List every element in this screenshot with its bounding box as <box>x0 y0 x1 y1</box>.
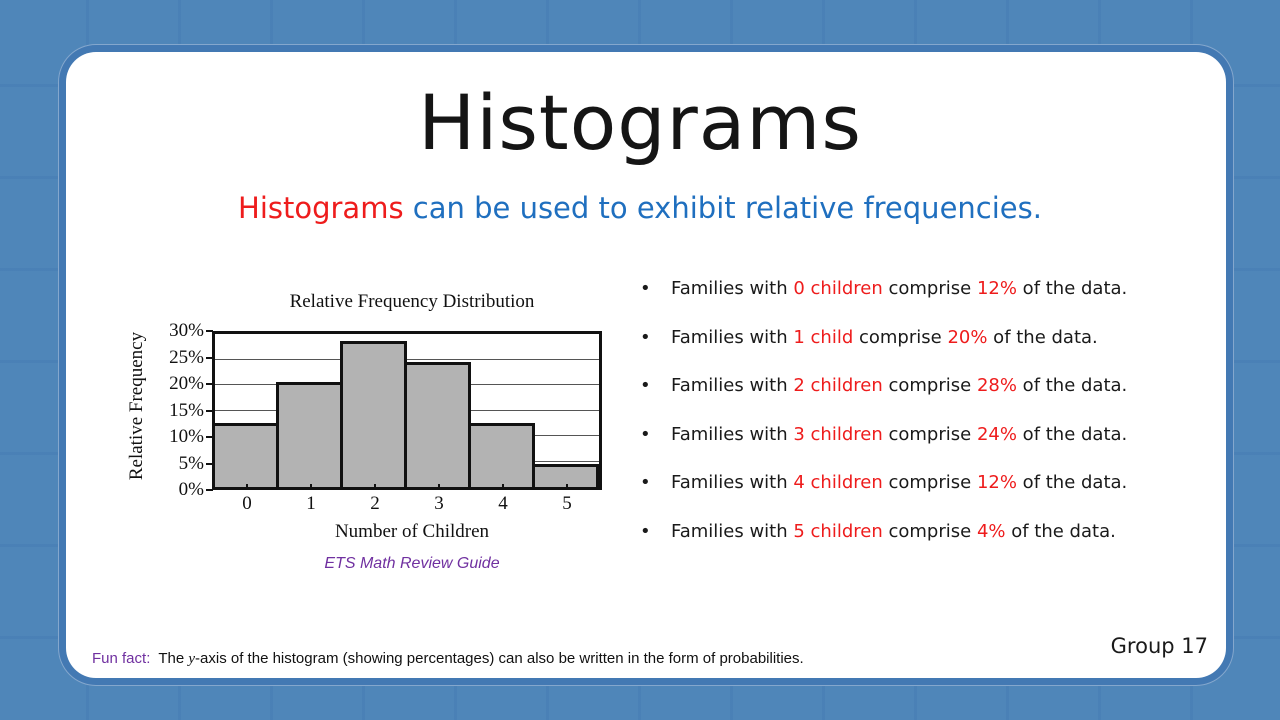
finding-item <box>640 519 1240 568</box>
finding-item <box>640 373 1240 422</box>
finding-text: Families with <box>671 326 794 348</box>
x-tick <box>502 484 504 490</box>
x-tick <box>566 484 568 490</box>
y-axis-label: Relative Frequency <box>126 331 147 481</box>
finding-text: Families with <box>671 375 794 396</box>
fun-fact-label: Fun fact: <box>92 650 151 667</box>
finding-value: 28% <box>976 375 1017 396</box>
fun-fact-text-post: -axis of the histogram (showing percentages) can also be written in the form of probabilities. <box>195 650 804 667</box>
finding-text: of the data. <box>1016 472 1128 493</box>
y-tick-label: 20% <box>169 373 204 394</box>
histogram-bar <box>212 423 279 490</box>
slide-title: Histograms <box>418 78 862 167</box>
x-tick-label: 4 <box>498 493 508 514</box>
x-tick <box>438 484 440 490</box>
histogram-bar <box>276 382 343 490</box>
finding-text: of the data. <box>1016 278 1128 299</box>
x-tick <box>246 484 248 490</box>
histogram-bar <box>404 362 471 490</box>
finding-text: comprise <box>853 326 948 348</box>
finding-text: of the data. <box>1016 423 1128 445</box>
finding-text: Families with <box>671 278 794 299</box>
chart-title: Relative Frequency Distribution <box>289 291 535 312</box>
bullet-icon: • <box>640 326 651 348</box>
subtitle-highlight: Histograms <box>238 191 404 225</box>
x-tick-label: 0 <box>242 493 252 514</box>
y-tick-label: 10% <box>169 426 204 447</box>
finding-text: comprise <box>882 278 977 299</box>
slide-subtitle <box>0 188 1280 228</box>
histogram-bar <box>340 341 407 490</box>
finding-value: 12% <box>976 472 1017 493</box>
gridline <box>215 359 599 360</box>
bullet-icon: • <box>640 375 651 396</box>
finding-text: Families with <box>671 423 794 445</box>
y-tick-label: 0% <box>178 479 204 500</box>
subtitle-rest: can be used to exhibit relative frequencies. <box>403 191 1042 225</box>
finding-text: comprise <box>882 472 977 493</box>
x-tick-label: 3 <box>434 493 444 514</box>
x-tick-label: 1 <box>306 493 316 514</box>
finding-text: Families with <box>671 520 794 542</box>
chart-source: ETS Math Review Guide <box>324 555 500 572</box>
histogram-bar <box>468 423 535 490</box>
bullet-icon: • <box>640 520 651 542</box>
finding-text: of the data. <box>1005 520 1116 542</box>
x-tick-label: 5 <box>562 493 572 514</box>
x-tick <box>374 484 376 490</box>
y-tick-label: 15% <box>169 399 204 421</box>
findings-list <box>640 276 1240 567</box>
finding-text: comprise <box>882 375 977 396</box>
x-tick-label: 2 <box>370 493 380 514</box>
finding-category: 4 children <box>793 472 883 493</box>
finding-category: 3 children <box>793 423 883 445</box>
plot-area <box>212 331 602 490</box>
finding-category: 1 child <box>793 326 854 348</box>
finding-item <box>640 325 1240 374</box>
y-tick-label: 5% <box>178 452 204 474</box>
y-tick-label: 30% <box>169 320 204 341</box>
finding-value: 12% <box>976 278 1017 299</box>
x-axis-label: Number of Children <box>334 521 490 542</box>
finding-text: of the data. <box>987 326 1098 348</box>
finding-value: 24% <box>976 423 1017 445</box>
finding-item <box>640 276 1240 325</box>
histogram-chart <box>112 285 622 585</box>
finding-item <box>640 422 1240 471</box>
finding-value: 20% <box>947 326 988 348</box>
bullet-icon: • <box>640 472 651 493</box>
group-label: Group 17 <box>1110 634 1208 658</box>
finding-category: 2 children <box>793 375 883 396</box>
finding-item <box>640 470 1240 519</box>
fun-fact <box>92 650 804 668</box>
fun-fact-variable: y <box>188 651 196 667</box>
finding-text: comprise <box>882 520 977 542</box>
bullet-icon: • <box>640 278 651 299</box>
finding-category: 5 children <box>793 520 883 542</box>
bullet-icon: • <box>640 423 651 445</box>
fun-fact-text-pre: The <box>158 650 189 667</box>
finding-text: Families with <box>671 472 794 493</box>
finding-text: comprise <box>882 423 977 445</box>
finding-text: of the data. <box>1016 375 1128 396</box>
y-tick-label: 25% <box>169 346 204 368</box>
x-tick <box>310 484 312 490</box>
finding-value: 4% <box>976 520 1006 542</box>
finding-category: 0 children <box>793 278 883 299</box>
